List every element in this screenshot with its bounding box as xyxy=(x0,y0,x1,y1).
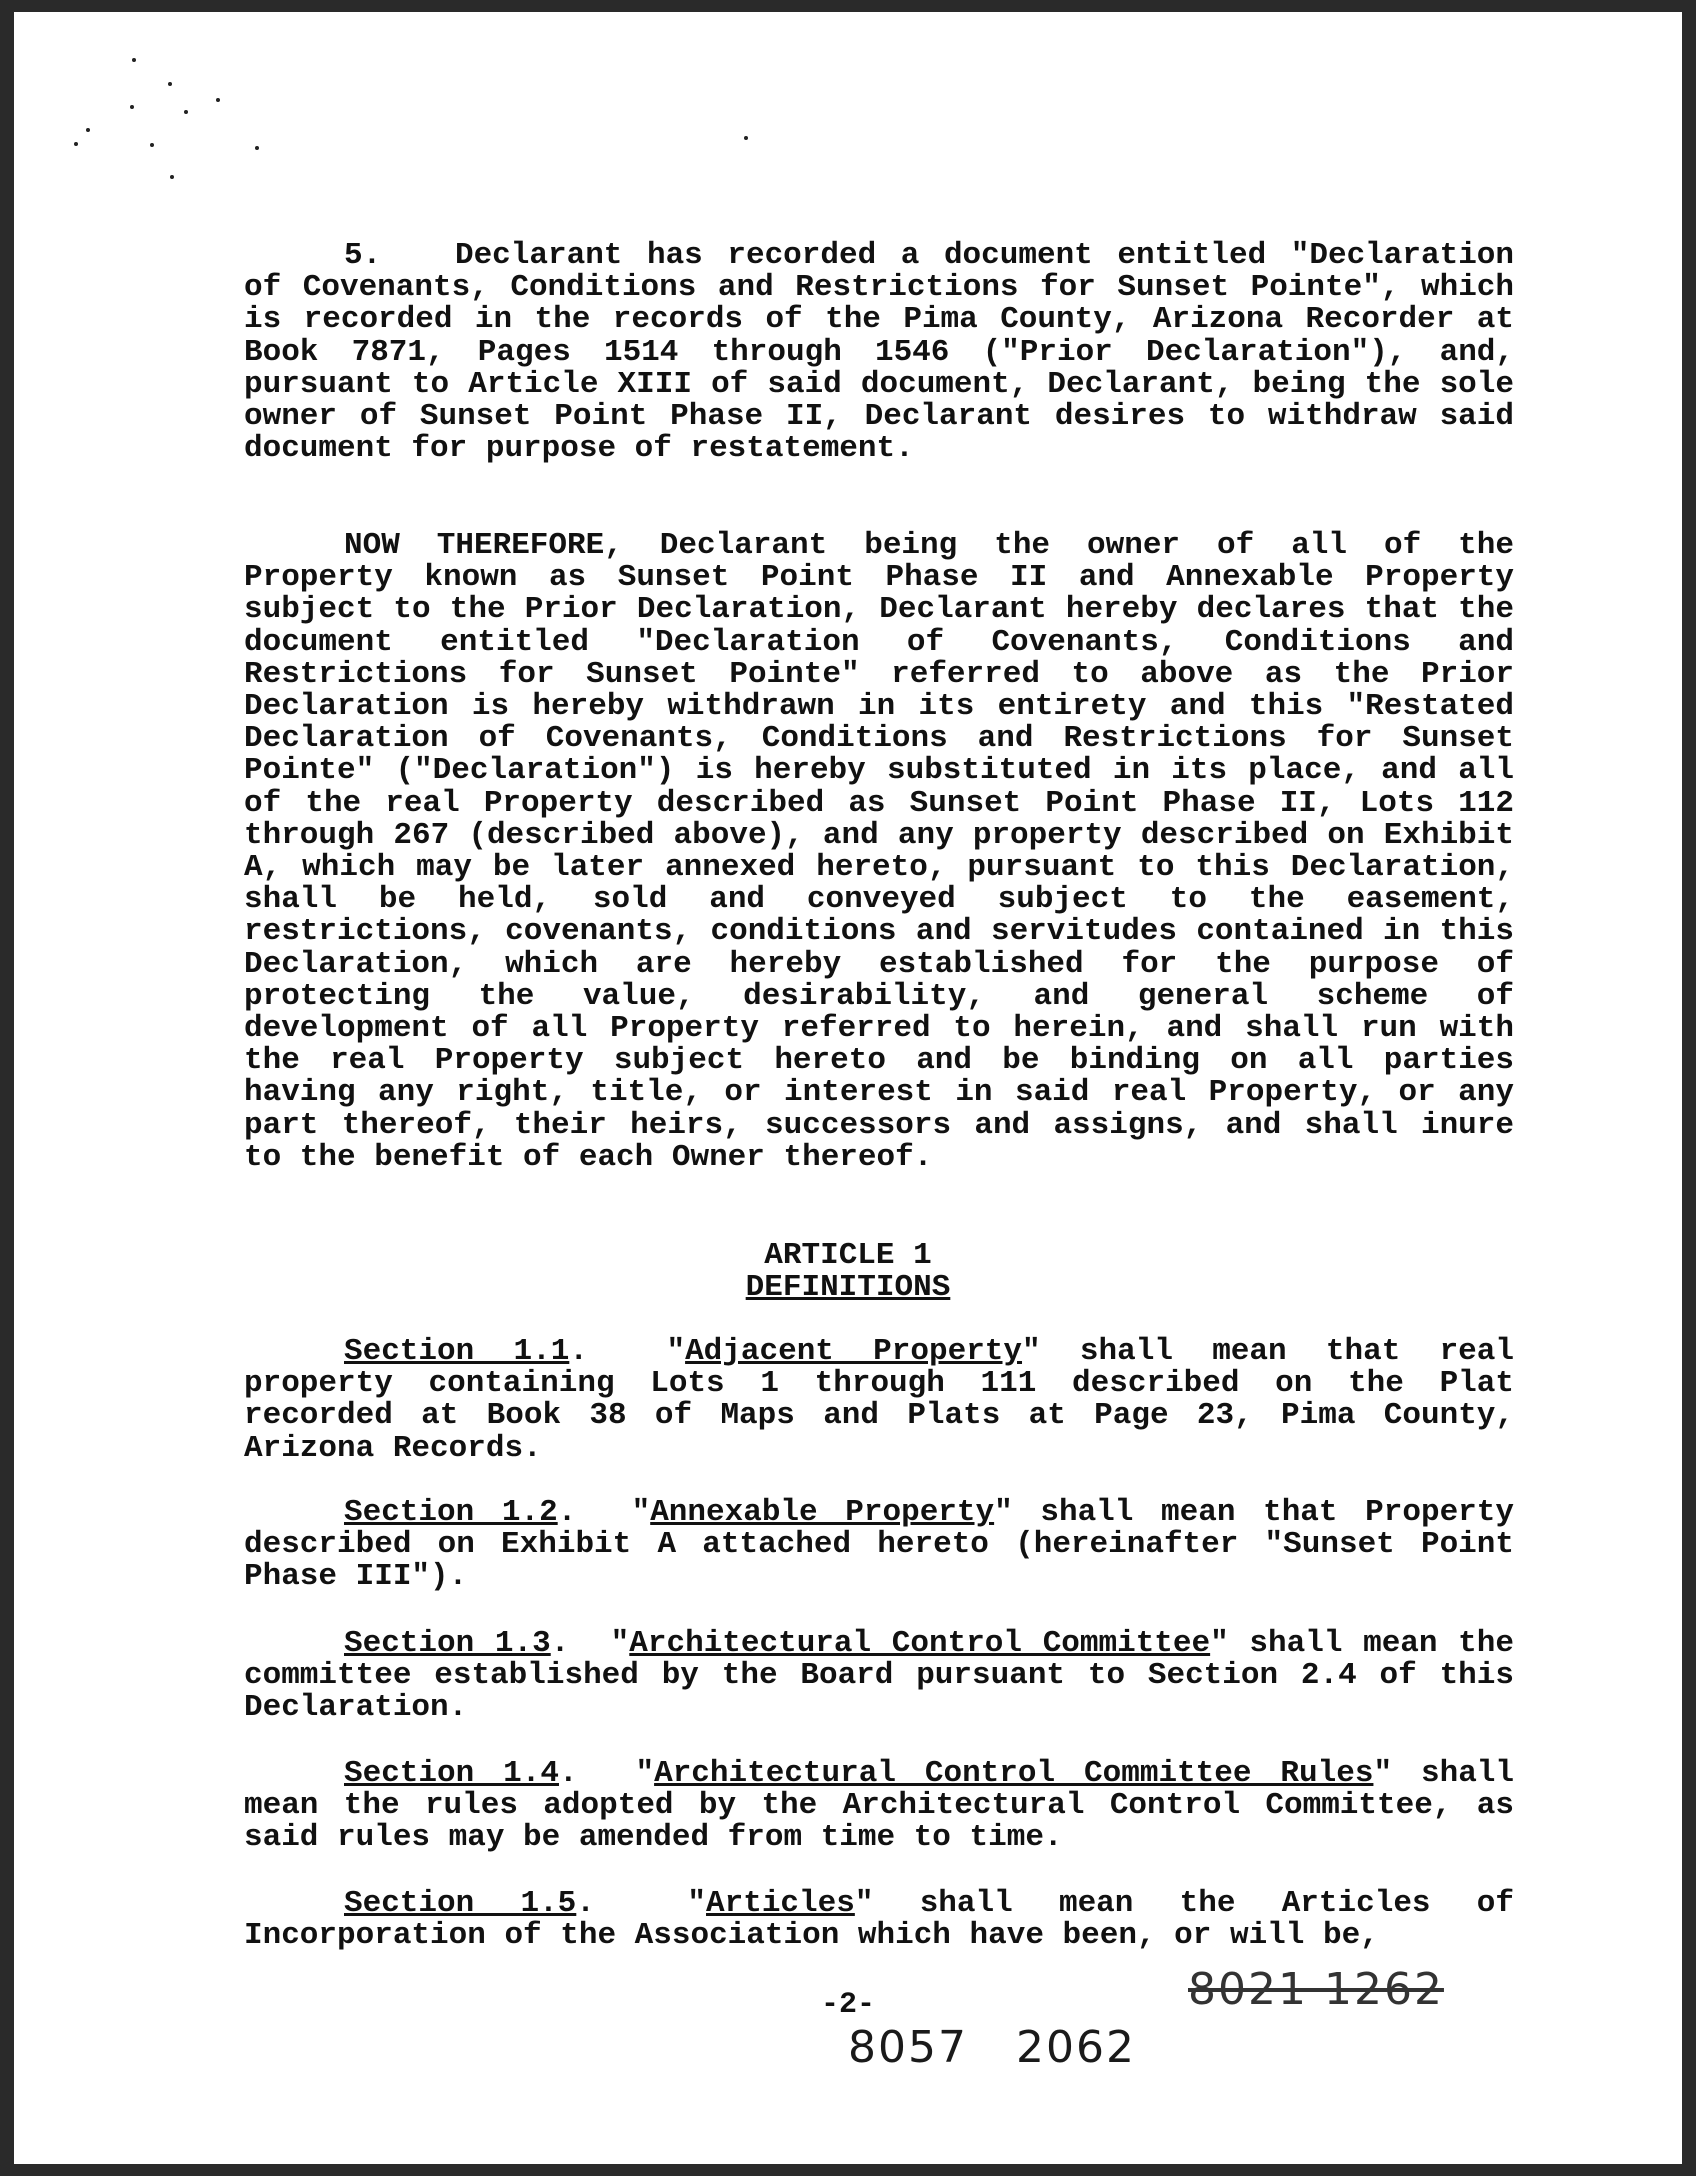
scan-speck xyxy=(170,175,174,179)
paragraph-number: 5. xyxy=(344,238,382,273)
recording-stamp-book: 8057 xyxy=(848,2022,968,2073)
section-text: shall mean that real property containing Lots 1 through 111 described on the Plat recorded at Book 38 of Maps and Plats at Page 23, Pima County, Arizona Records. xyxy=(244,1334,1514,1466)
scan-speck xyxy=(744,136,748,140)
section-text: shall mean that Property described on Exhibit A attached hereto (hereinafter "Sunset Point Phase III"). xyxy=(244,1495,1514,1595)
section-text: shall mean the rules adopted by the Architectural Control Committee, as said rules may be amended from time to time. xyxy=(244,1756,1515,1856)
scan-speck xyxy=(184,110,188,114)
article-subtitle-row xyxy=(0,1272,1696,1304)
page-number: -2- xyxy=(820,1988,875,2022)
section-label: Section 1.4 xyxy=(344,1756,559,1791)
scan-speck xyxy=(130,105,134,109)
section-term: Annexable Property xyxy=(650,1495,995,1530)
section-label: Section 1.1 xyxy=(344,1334,570,1369)
scan-edge-bottom xyxy=(0,2164,1696,2176)
paragraph-text: NOW THEREFORE, Declarant being the owner of all of the Property known as Sunset Point Phase II and Annexable Property subject to the Prior Declaration, Declarant hereby declares that the document entitled "Declaration of Covenants, Conditions and Restrictions for Sunset Pointe" referred to above as the Prior Declaration is hereby withdrawn in its entirety and this "Restated Declaration of Covenants, Conditions and Restrictions for Sunset Pointe" ("Declaration") is hereby substituted in its place, and all of the real Property described as Sunset Point Phase II, Lots 112 through 267 (described above), and any property described on Exhibit A, which may be later annexed hereto, pursuant to this Declaration, shall be held, sold and conveyed subject to the easement, restrictions, covenants, conditions and servitudes contained in this Declaration, which are hereby established for the purpose of protecting the value, desirability, and general scheme of development of all Property referred to herein, and shall run with the real Property subject hereto and be binding on all parties having any right, title, or interest in said real Property, or any part thereof, their heirs, successors and assigns, and shall inure to the benefit of each Owner thereof. xyxy=(244,528,1514,1175)
scan-speck xyxy=(150,143,154,147)
paragraph-text: Declarant has recorded a document entitled "Declaration of Covenants, Conditions and Restrictions for Sunset Pointe", which is recorded in the records of the Pima County, Arizona Recorder at Book 7871, Pages 1514 through 1546 ("Prior Declaration"), and, pursuant to Article XIII of said document, Declarant, being the sole owner of Sunset Point Phase II, Declarant desires to withdraw said document for purpose of restatement. xyxy=(244,238,1514,467)
recording-stamp-old-struck: 8021 1262 xyxy=(1188,1964,1444,2015)
scan-speck xyxy=(168,82,172,86)
scan-speck xyxy=(132,58,136,62)
scan-edge-top xyxy=(0,0,1696,12)
section-1-5: Section 1.5. "Articles" shall mean the Articles of Incorporation of the Association which have been, or will be, xyxy=(244,1886,1514,1954)
section-label: Section 1.5 xyxy=(344,1886,577,1921)
scan-edge-right xyxy=(1682,0,1696,2176)
section-term: Architectural Control Committee xyxy=(629,1626,1211,1661)
section-text: shall mean the committee established by the Board pursuant to Section 2.4 of this Declaration. xyxy=(244,1626,1514,1726)
section-label: Section 1.3 xyxy=(344,1626,551,1661)
section-label: Section 1.2 xyxy=(344,1495,558,1530)
paragraph-now-therefore xyxy=(244,530,1514,1174)
scan-speck xyxy=(255,146,259,150)
section-term: Articles xyxy=(706,1886,855,1921)
section-term: Architectural Control Committee Rules xyxy=(654,1756,1374,1791)
scan-speck xyxy=(216,98,220,102)
recording-stamp-page: 2062 xyxy=(1016,2022,1136,2073)
section-1-3: Section 1.3. "Architectural Control Committee" shall mean the committee established by the Board pursuant to Section 2.4 of this Declaration. xyxy=(244,1626,1514,1726)
section-term: Adjacent Property xyxy=(685,1334,1023,1369)
article-title: ARTICLE 1 xyxy=(764,1238,932,1273)
scan-speck xyxy=(74,142,78,146)
paragraph-5 xyxy=(244,240,1514,465)
section-1-1: Section 1.1. "Adjacent Property" shall mean that real property containing Lots 1 through 111 described on the Plat recorded at Book 38 of Maps and Plats at Page 23, Pima County, Arizona Records. xyxy=(244,1334,1514,1466)
scan-edge-left xyxy=(0,0,14,2176)
section-1-2: Section 1.2. "Annexable Property" shall mean that Property described on Exhibit A attached hereto (hereinafter "Sunset Point Phase III"). xyxy=(244,1495,1514,1595)
section-text: shall mean the Articles of Incorporation of the Association which have been, or will be, xyxy=(244,1886,1514,1954)
article-subtitle: DEFINITIONS xyxy=(745,1270,951,1305)
scan-speck xyxy=(86,128,90,132)
section-1-4: Section 1.4. "Architectural Control Committee Rules" shall mean the rules adopted by the Architectural Control Committee, as said rules may be amended from time to time. xyxy=(244,1756,1515,1856)
